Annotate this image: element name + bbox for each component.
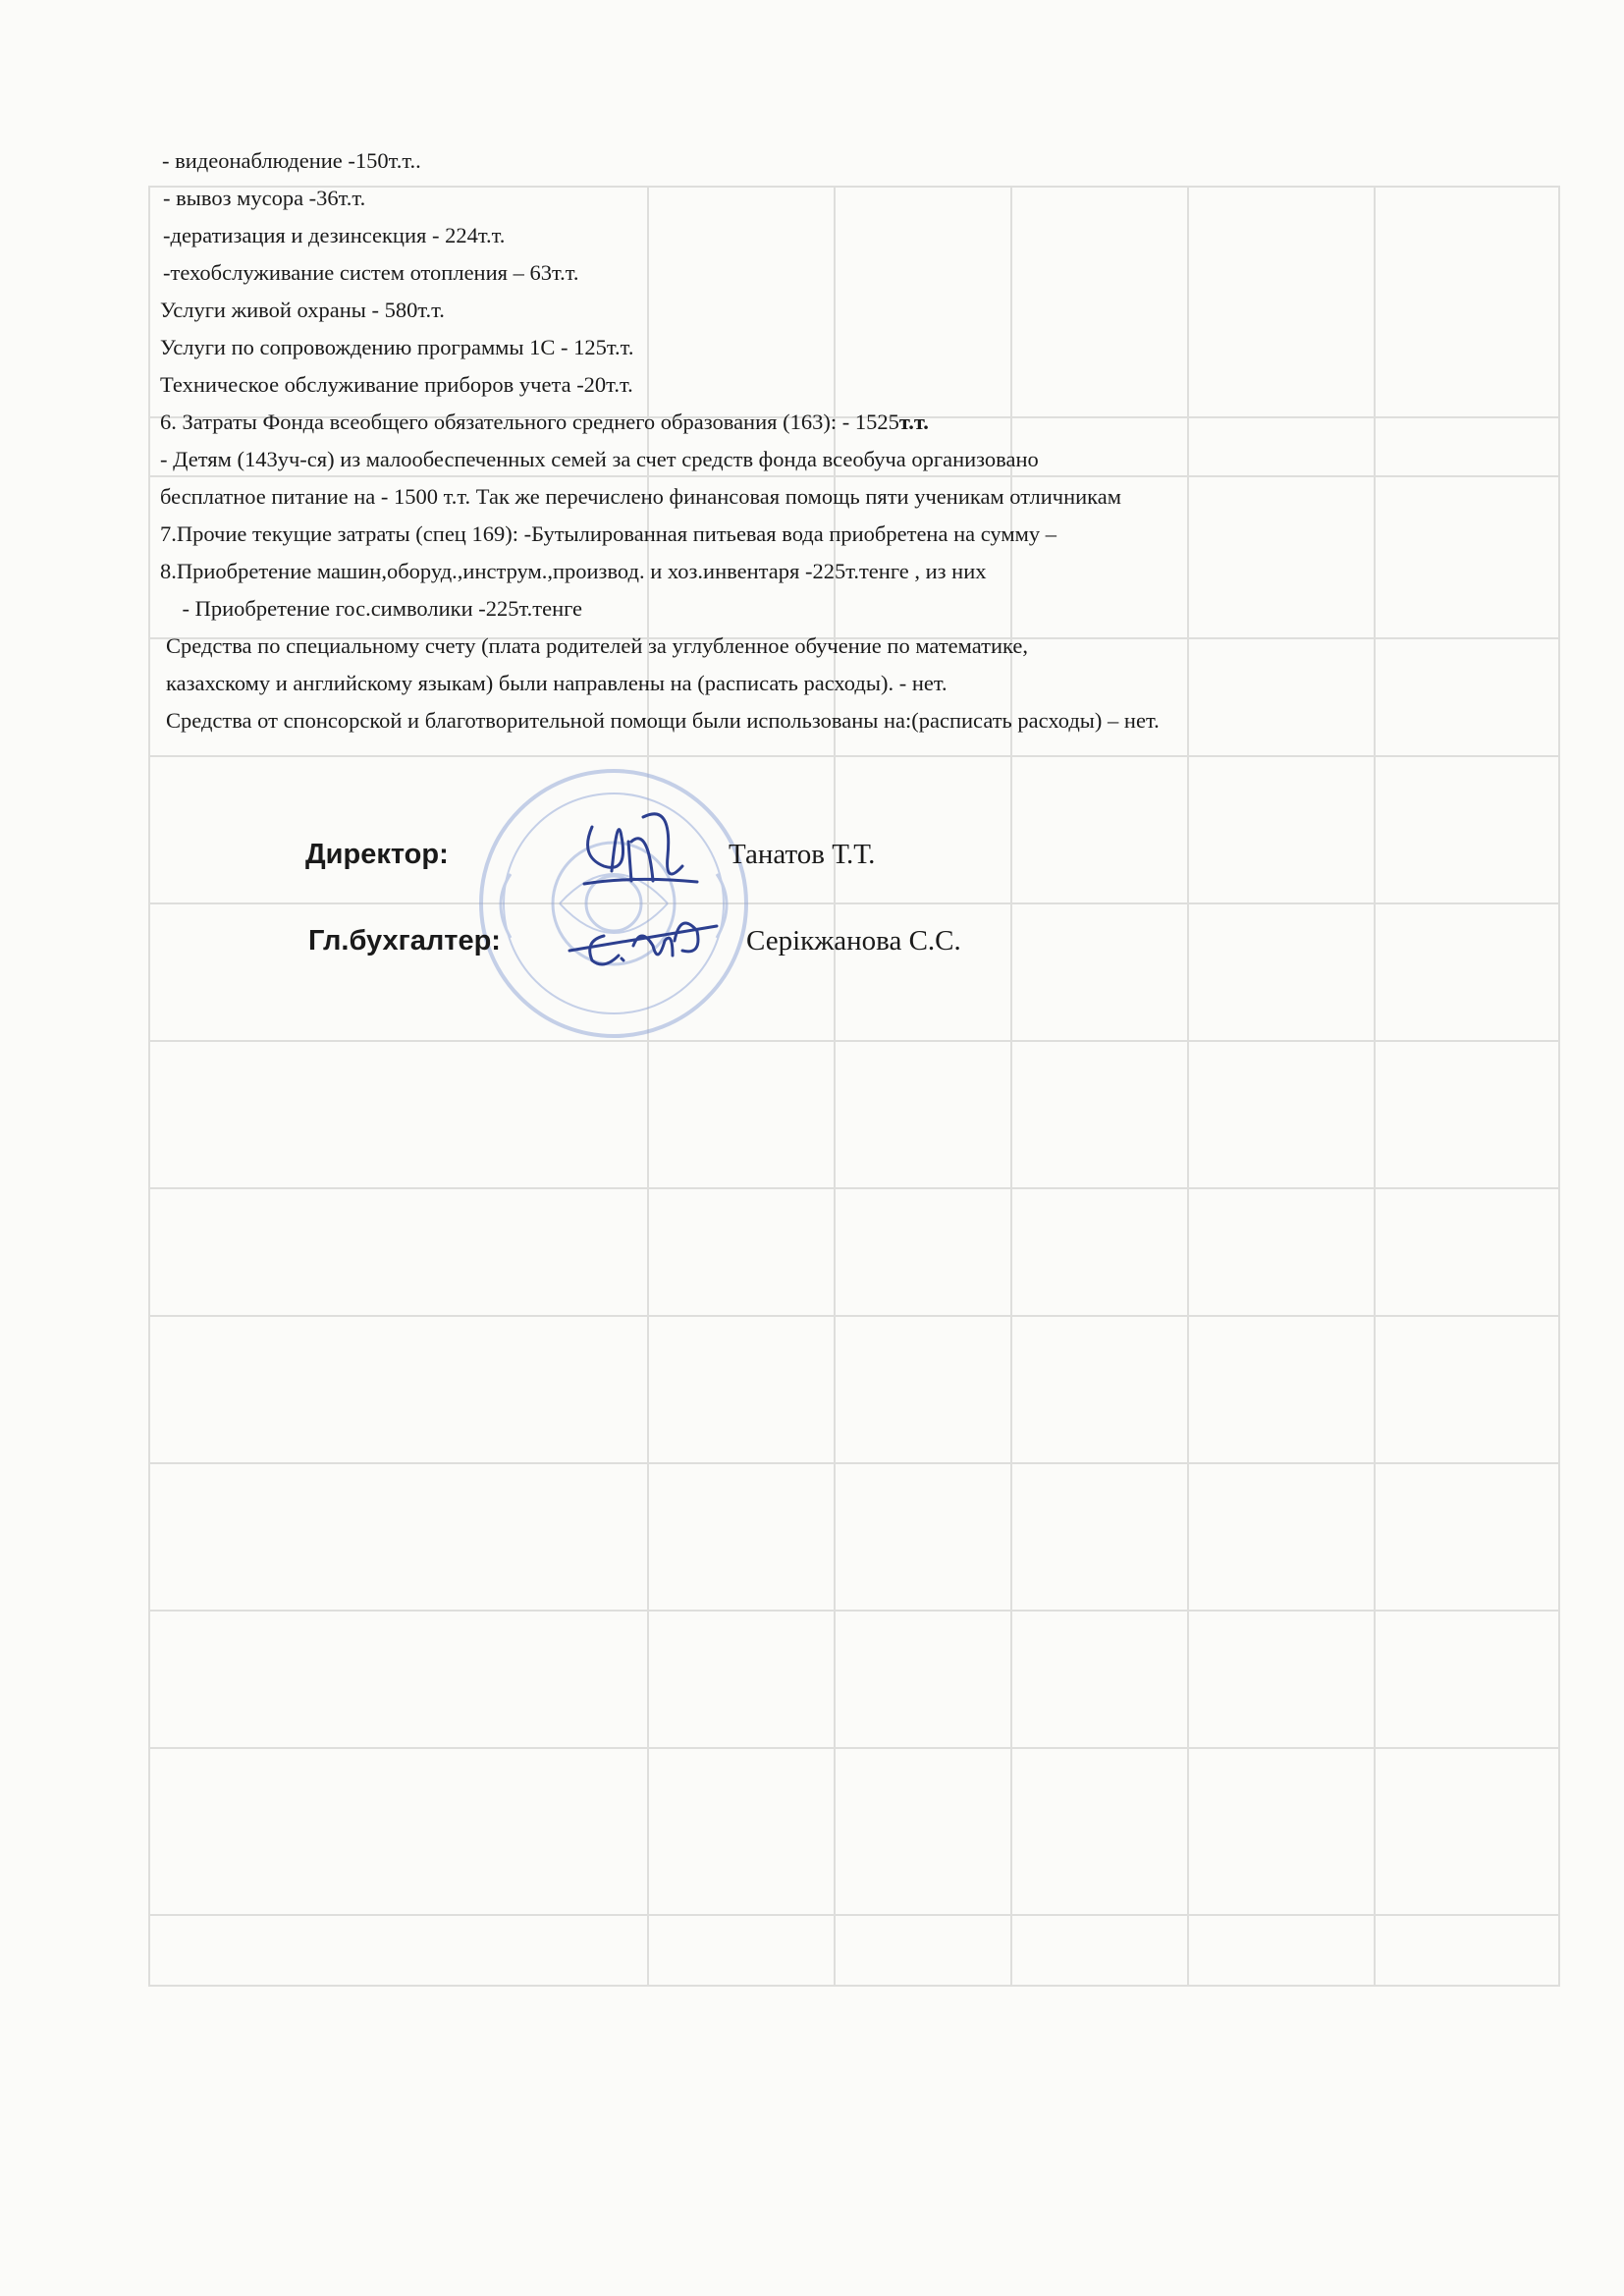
- text-line-main: 6. Затраты Фонда всеобщего обязательного среднего образования (163): - 1525: [160, 410, 899, 434]
- text-line: -техобслуживание систем отопления – 63т.т.: [163, 260, 579, 285]
- text-line: Услуги по сопровождению программы 1С - 125т.т.: [160, 335, 634, 359]
- text-line: Услуги живой охраны - 580т.т.: [160, 298, 445, 322]
- text-line: казахскому и английскому языкам) были направлены на (расписать расходы). - нет.: [166, 671, 947, 695]
- text-line: Средства по специальному счету (плата родителей за углубленное обучение по математике,: [166, 633, 1028, 658]
- text-line: - видеонаблюдение -150т.т..: [162, 148, 421, 173]
- text-line: [160, 409, 929, 436]
- director-name: Танатов Т.Т.: [729, 839, 876, 870]
- chief-accountant-label: Гл.бухгалтер:: [308, 925, 501, 957]
- text-line: -дератизация и дезинсекция - 224т.т.: [163, 223, 506, 247]
- text-line: Техническое обслуживание приборов учета -20т.т.: [160, 372, 633, 397]
- director-signature: [574, 797, 707, 896]
- text-line: - Детям (143уч-ся) из малообеспеченных семей за счет средств фонда всеобуча организовано: [160, 447, 1039, 471]
- chief-accountant-name: Серікжанова С.С.: [746, 925, 961, 957]
- text-line: бесплатное питание на - 1500 т.т. Так же перечислено финансовая помощь пяти ученикам отличникам: [160, 484, 1122, 509]
- text-line: - Приобретение гос.символики -225т.тенге: [160, 596, 583, 621]
- text-line: 8.Приобретение машин,оборуд.,инструм.,производ. и хоз.инвентаря -225т.тенге , из них: [160, 559, 987, 583]
- text-line: Средства от спонсорской и благотворительной помощи были использованы на:(расписать расходы) – нет.: [166, 708, 1160, 733]
- text-line: 7.Прочие текущие затраты (спец 169): -Бутылированная питьевая вода приобретена на сумму –: [160, 521, 1056, 546]
- text-line-bold-suffix: т.т.: [898, 410, 929, 434]
- chief-accountant-signature: [565, 902, 722, 980]
- director-label: Директор:: [305, 839, 449, 870]
- text-line: - вывоз мусора -36т.т.: [163, 186, 366, 210]
